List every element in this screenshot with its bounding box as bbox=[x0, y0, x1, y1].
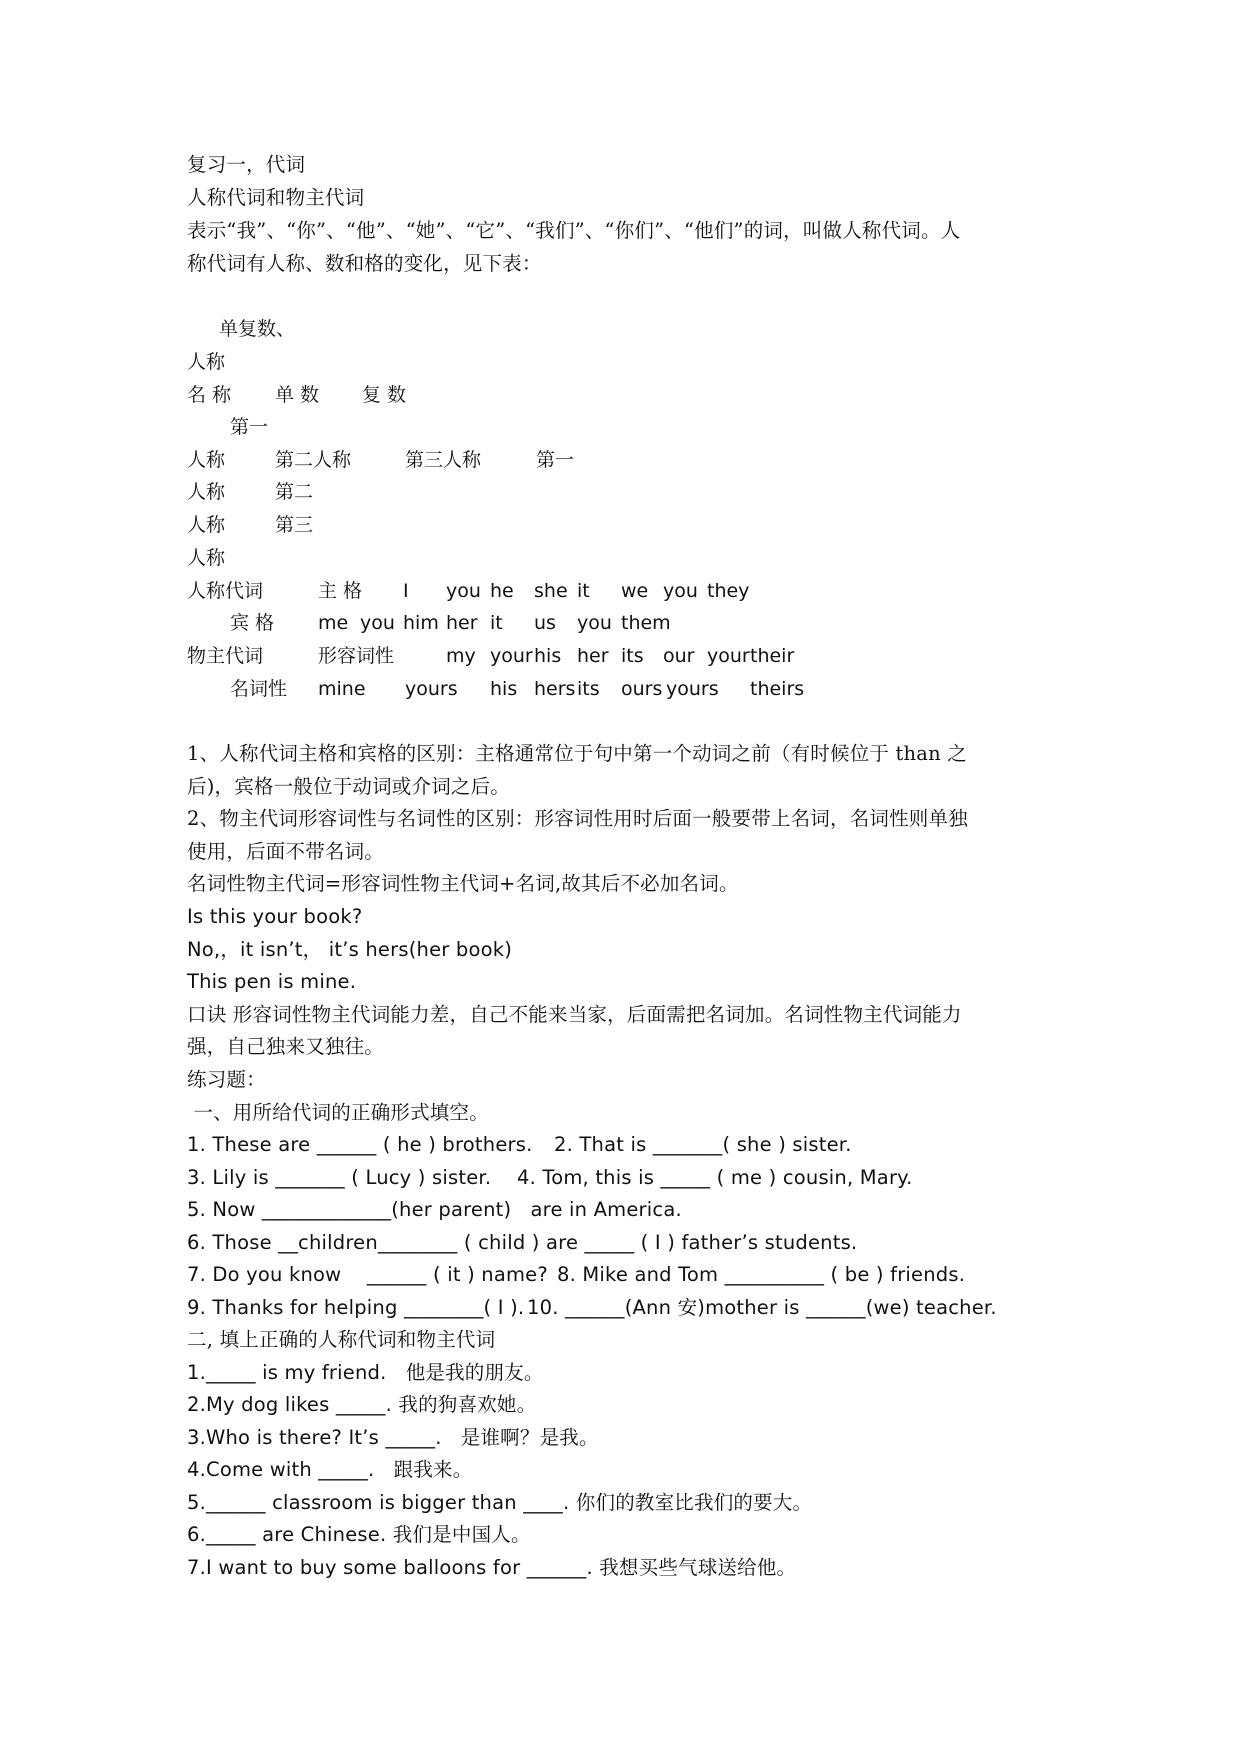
exercise-item: 2. That is _______( she ) sister. bbox=[554, 1133, 852, 1156]
pronoun-cell: her bbox=[577, 645, 609, 667]
pronoun-cell: his bbox=[490, 678, 518, 700]
example-sentence: This pen is mine. bbox=[187, 970, 357, 993]
table-person-cell: 人称 bbox=[187, 449, 226, 471]
pronoun-cell: her bbox=[446, 612, 478, 634]
example-sentence: No,，it isn’t， it’s hers(her book) bbox=[187, 938, 513, 961]
pronoun-cell: them bbox=[621, 612, 671, 634]
table-header-plural: 复 数 bbox=[362, 384, 407, 406]
exercise-item: 3. Lily is _______ ( Lucy ) sister. bbox=[187, 1166, 492, 1189]
exercise-item: 6. Those __children________ ( child ) are _____ ( I ) father’s students. bbox=[187, 1231, 858, 1254]
pronoun-cell: you bbox=[577, 612, 612, 634]
exercise-2-heading: 二, 填上正确的人称代词和物主代词 bbox=[187, 1328, 496, 1351]
exercise-item: 9. Thanks for helping ________( I ). bbox=[187, 1296, 525, 1319]
personal-pronoun-label: 人称代词 bbox=[187, 580, 264, 602]
table-header-number: 单复数、 bbox=[219, 318, 296, 340]
exercise-1-heading: 一、用所给代词的正确形式填空。 bbox=[187, 1101, 489, 1124]
intro-line: 称代词有人称、数和格的变化，见下表： bbox=[187, 252, 542, 275]
table-person-cell: 第三人称 bbox=[405, 449, 482, 471]
exercise-item: 4. Tom, this is _____ ( me ) cousin, Mary. bbox=[517, 1166, 913, 1189]
exercise-item: 1._____ is my friend. 他是我的朋友。 bbox=[187, 1361, 544, 1384]
table-header-singular: 单 数 bbox=[275, 384, 320, 406]
page-subtitle: 人称代词和物主代词 bbox=[187, 186, 365, 209]
pronoun-cell: its bbox=[577, 678, 600, 700]
nominative-label: 主 格 bbox=[318, 580, 363, 602]
pronoun-cell: yours bbox=[405, 678, 458, 700]
pronoun-cell: I bbox=[403, 580, 409, 602]
exercise-item: 2.My dog likes _____. 我的狗喜欢她。 bbox=[187, 1393, 537, 1416]
example-sentence: Is this your book? bbox=[187, 905, 363, 928]
exercises-heading: 练习题： bbox=[187, 1068, 266, 1091]
exercise-item: 4.Come with _____. 跟我来。 bbox=[187, 1458, 473, 1481]
pronoun-cell: yours bbox=[666, 678, 719, 700]
table-person-cell: 第一 bbox=[536, 449, 575, 471]
table-person-cell: 人称 bbox=[187, 514, 226, 536]
pronoun-cell: its bbox=[621, 645, 644, 667]
table-header-name: 名 称 bbox=[187, 384, 232, 406]
pronoun-cell: ours bbox=[621, 678, 663, 700]
exercise-item: 8. Mike and Tom __________ ( be ) friends. bbox=[557, 1263, 966, 1286]
pronoun-cell: him bbox=[403, 612, 439, 634]
note-line: 1、人称代词主格和宾格的区别：主格通常位于句中第一个动词之前（有时候位于 than 之 bbox=[187, 742, 967, 765]
pronoun-cell: his bbox=[534, 645, 562, 667]
possessive-pronoun-label: 物主代词 bbox=[187, 645, 264, 667]
pronoun-cell: your bbox=[707, 645, 750, 667]
exercise-item: 3.Who is there? It’s _____. 是谁啊？是我。 bbox=[187, 1426, 599, 1449]
pronoun-cell: it bbox=[577, 580, 590, 602]
pronoun-cell: us bbox=[534, 612, 556, 634]
note-line: 后)，宾格一般位于动词或介词之后。 bbox=[187, 775, 511, 798]
pronoun-cell: my bbox=[446, 645, 476, 667]
table-person-cell: 人称 bbox=[187, 547, 226, 569]
exercise-item: 7.I want to buy some balloons for ______. 我想买些气球送给他。 bbox=[187, 1556, 797, 1579]
pronoun-cell: mine bbox=[318, 678, 366, 700]
adjective-form-label: 形容词性 bbox=[318, 645, 395, 667]
exercise-item: 7. Do you know ______ ( it ) name? bbox=[187, 1263, 548, 1286]
pronoun-cell: hers bbox=[534, 678, 576, 700]
pronoun-cell: he bbox=[490, 580, 514, 602]
exercise-item: 10. ______(Ann 安)mother is ______(we) teacher. bbox=[527, 1296, 997, 1319]
table-person-cell: 第三 bbox=[275, 514, 314, 536]
table-header-person: 人称 bbox=[187, 351, 226, 373]
pronoun-cell: theirs bbox=[750, 678, 805, 700]
mnemonic-line: 口诀 形容词性物主代词能力差，自己不能来当家，后面需把名词加。名词性物主代词能力 bbox=[187, 1003, 962, 1026]
pronoun-cell: we bbox=[621, 580, 649, 602]
table-person-first: 第一 bbox=[230, 416, 269, 438]
pronoun-cell: you bbox=[360, 612, 395, 634]
table-person-cell: 第二人称 bbox=[275, 449, 352, 471]
page-title: 复习一，代词 bbox=[187, 153, 306, 176]
pronoun-cell: they bbox=[707, 580, 750, 602]
mnemonic-line: 强，自己独来又独往。 bbox=[187, 1035, 385, 1058]
exercise-item: 1. These are ______ ( he ) brothers. bbox=[187, 1133, 533, 1156]
noun-form-label: 名词性 bbox=[230, 678, 288, 700]
pronoun-cell: me bbox=[318, 612, 349, 634]
note-line: 使用，后面不带名词。 bbox=[187, 840, 385, 863]
pronoun-cell: you bbox=[663, 580, 698, 602]
table-person-cell: 人称 bbox=[187, 481, 226, 503]
note-line: 名词性物主代词=形容词性物主代词+名词,故其后不必加名词。 bbox=[187, 872, 739, 895]
table-person-cell: 第二 bbox=[275, 481, 314, 503]
pronoun-cell: their bbox=[750, 645, 795, 667]
pronoun-cell: it bbox=[490, 612, 503, 634]
exercise-item: 5.______ classroom is bigger than ____. 你们的教室比我们的要大。 bbox=[187, 1491, 813, 1514]
pronoun-cell: she bbox=[534, 580, 568, 602]
objective-label: 宾 格 bbox=[230, 612, 275, 634]
note-line: 2、物主代词形容词性与名词性的区别：形容词性用时后面一般要带上名词，名词性则单独 bbox=[187, 807, 968, 830]
exercise-item: 5. Now _____________(her parent) are in America. bbox=[187, 1198, 682, 1221]
pronoun-cell: our bbox=[663, 645, 695, 667]
intro-line: 表示“我”、“你”、“他”、“她”、“它”、“我们”、“你们”、“他们”的词，叫做人称代词。人 bbox=[187, 219, 961, 242]
pronoun-cell: you bbox=[446, 580, 481, 602]
exercise-item: 6._____ are Chinese. 我们是中国人。 bbox=[187, 1523, 531, 1546]
pronoun-cell: your bbox=[490, 645, 533, 667]
